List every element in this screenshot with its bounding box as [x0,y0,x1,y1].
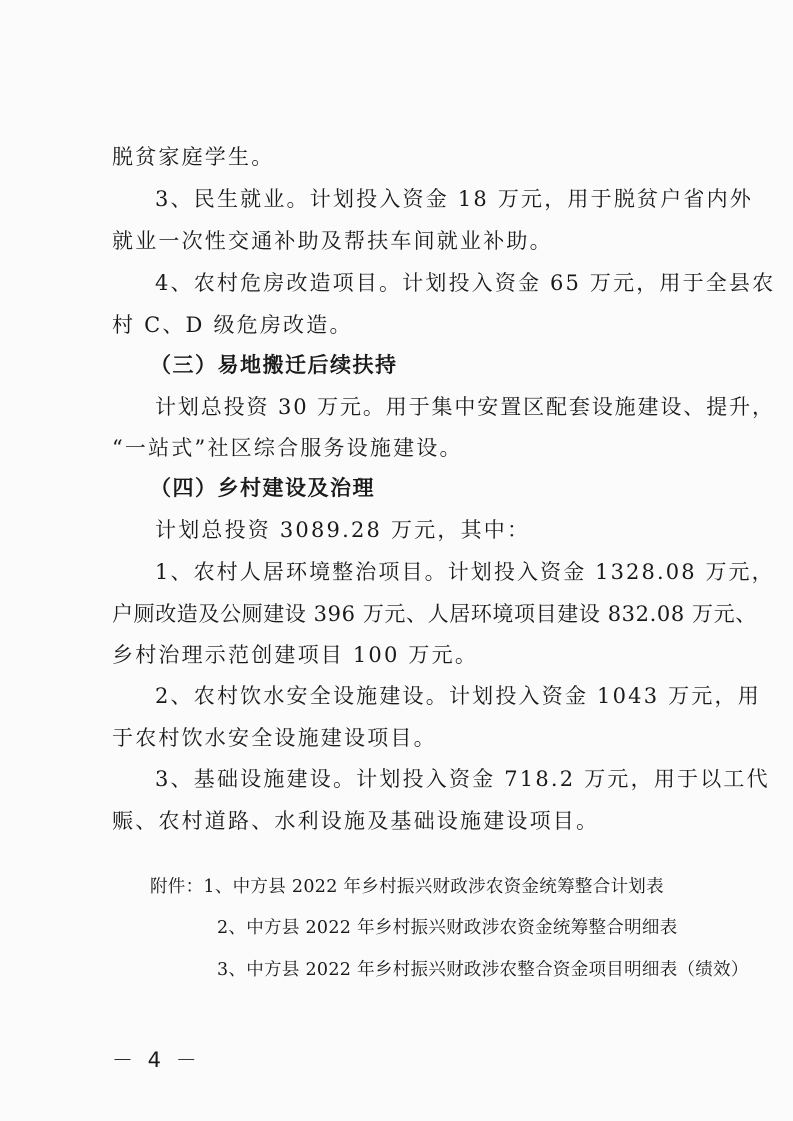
paragraph-line: 3、民生就业。计划投入资金 18 万元，用于脱贫户省内外 [155,187,754,211]
section-heading: （三）易地搬迁后续扶持 [150,352,398,377]
attachment-line: 附件：1、中方县 2022 年乡村振兴财政涉农资金统筹整合计划表 [150,877,664,897]
paragraph-line: 2、农村饮水安全设施建设。计划投入资金 1043 万元，用 [155,684,761,708]
paragraph-line: 户厕改造及公厕建设 396 万元、人居环境项目建设 832.08 万元、 [112,602,757,626]
section-heading: （四）乡村建设及治理 [150,475,375,500]
paragraph-line: 于农村饮水安全设施建设项目。 [112,726,437,750]
paragraph-line: 4、农村危房改造项目。计划投入资金 65 万元，用于全县农 [155,271,776,295]
paragraph-line: 1、农村人居环境整治项目。计划投入资金 1328.08 万元， [155,560,775,584]
paragraph-line: 脱贫家庭学生。 [112,145,275,169]
paragraph-line: 赈、农村道路、水利设施及基础设施建设项目。 [112,809,600,833]
paragraph-line: 计划总投资 30 万元。用于集中安置区配套设施建设、提升， [155,395,775,419]
attachment-line: 2、中方县 2022 年乡村振兴财政涉农资金统筹整合明细表 [217,918,678,938]
paragraph-line: 计划总投资 3089.28 万元，其中： [155,518,531,542]
page-number: － 4 － [112,1048,201,1072]
paragraph-line: 村 C、D 级危房改造。 [112,313,353,337]
paragraph-line: 就业一次性交通补助及帮扶车间就业补助。 [112,229,553,253]
attachment-line: 3、中方县 2022 年乡村振兴财政涉农整合资金项目明细表（绩效） [217,960,749,980]
paragraph-line: “一站式”社区综合服务设施建设。 [112,436,463,460]
paragraph-line: 乡村治理示范创建项目 100 万元。 [112,643,479,667]
paragraph-line: 3、基础设施建设。计划投入资金 718.2 万元，用于以工代 [155,767,770,791]
